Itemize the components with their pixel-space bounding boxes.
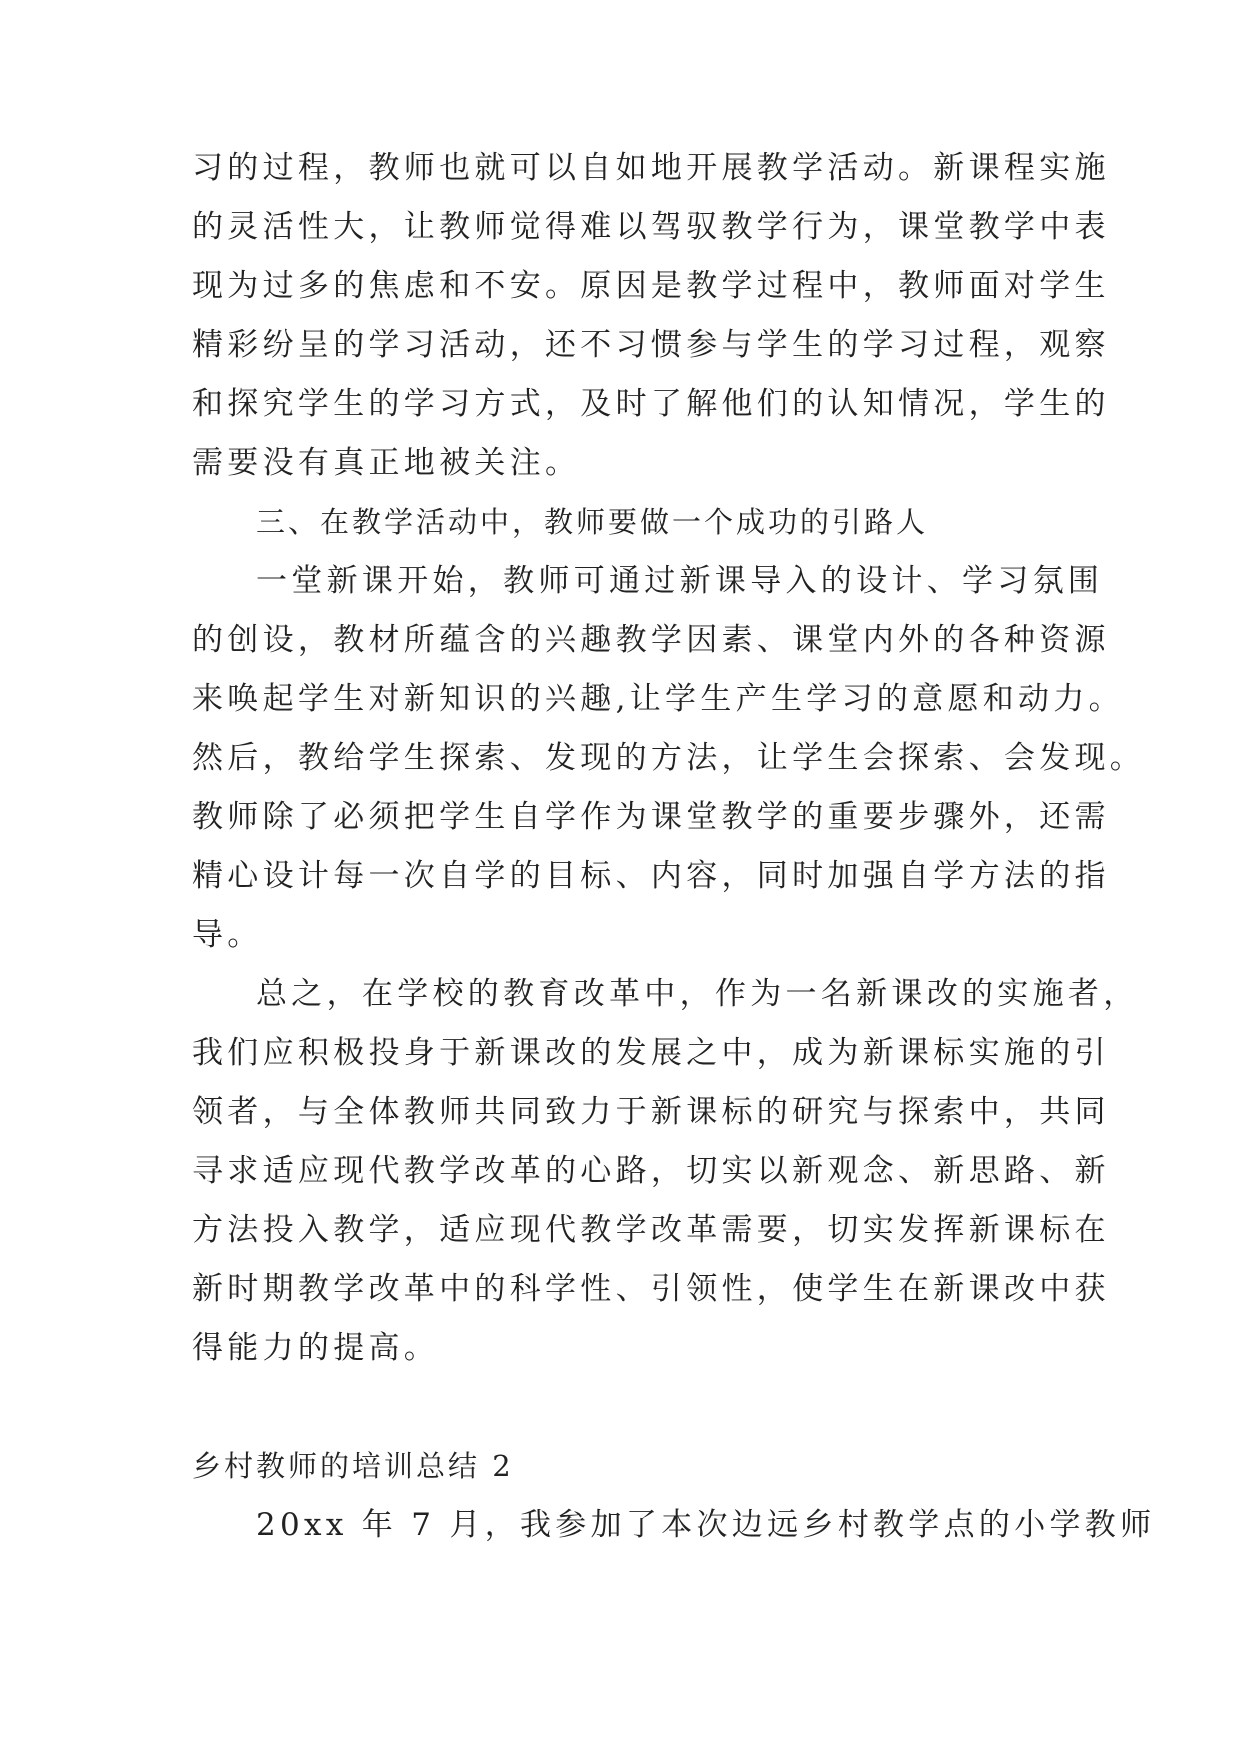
paragraph-line: 精心设计每一次自学的目标、内容，同时加强自学方法的指 [192,858,1110,894]
paragraph-line: 一堂新课开始，教师可通过新课导入的设计、学习氛围 [256,563,1104,599]
paragraph-line: 我们应积极投身于新课改的发展之中，成为新课标实施的引 [192,1035,1110,1071]
paragraph-line: 领者，与全体教师共同致力于新课标的研究与探索中，共同 [192,1094,1110,1130]
paragraph-line: 教师除了必须把学生自学作为课堂教学的重要步骤外，还需 [192,799,1110,835]
paragraph-line: 总之，在学校的教育改革中，作为一名新课改的实施者， [256,976,1139,1012]
paragraph-line: 和探究学生的学习方式，及时了解他们的认知情况，学生的 [192,386,1110,422]
paragraph-line: 寻求适应现代教学改革的心路，切实以新观念、新思路、新 [192,1153,1110,1189]
paragraph-line: 的灵活性大，让教师觉得难以驾驭教学行为，课堂教学中表 [192,209,1110,245]
section-heading: 三、在教学活动中，教师要做一个成功的引路人 [256,505,929,539]
paragraph-line: 现为过多的焦虑和不安。原因是教学过程中，教师面对学生 [192,268,1110,304]
paragraph-line: 精彩纷呈的学习活动，还不习惯参与学生的学习过程，观察 [192,327,1110,363]
paragraph-line: 方法投入教学，适应现代教学改革需要，切实发挥新课标在 [192,1212,1110,1248]
paragraph-line: 然后，教给学生探索、发现的方法，让学生会探索、会发现。 [192,740,1146,776]
paragraph-line: 20xx 年 7 月，我参加了本次边远乡村教学点的小学教师 [256,1507,1156,1543]
paragraph-line: 来唤起学生对新知识的兴趣,让学生产生学习的意愿和动力。 [192,681,1124,717]
paragraph-line: 习的过程，教师也就可以自如地开展教学活动。新课程实施 [192,150,1110,186]
paragraph-line: 新时期教学改革中的科学性、引领性，使学生在新课改中获 [192,1271,1110,1307]
paragraph-line: 的创设，教材所蕴含的兴趣教学因素、课堂内外的各种资源 [192,622,1110,658]
paragraph-line: 需要没有真正地被关注。 [192,445,581,481]
paragraph-line: 导。 [192,917,263,953]
paragraph-line: 得能力的提高。 [192,1330,440,1366]
section-title: 乡村教师的培训总结 2 [192,1449,514,1483]
